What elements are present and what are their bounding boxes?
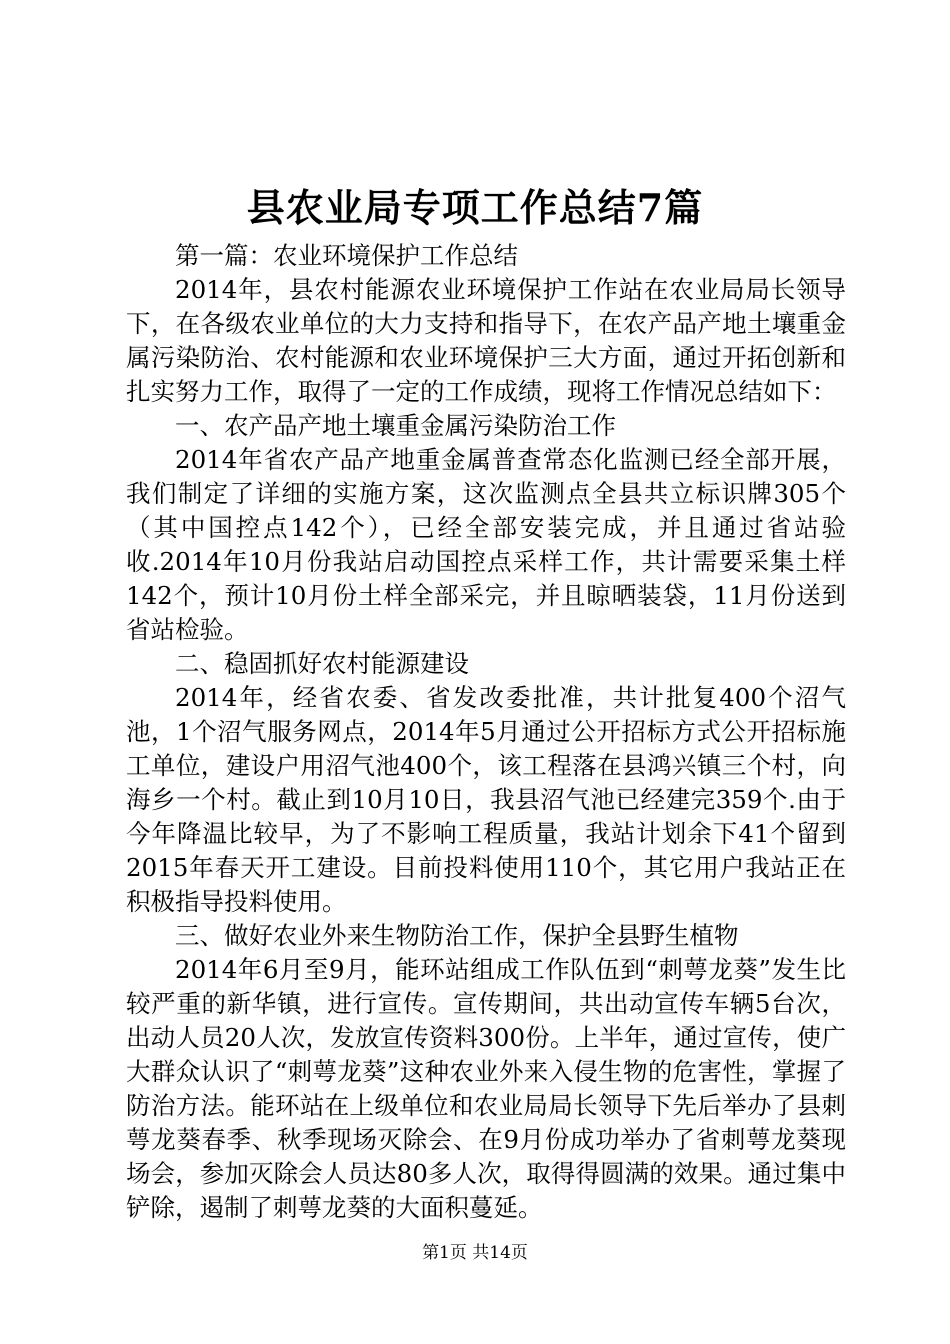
paragraph-invasive: 2014年6月至9月，能环站组成工作队伍到“刺萼龙葵”发生比较严重的新华镇，进行宣传。宣传期间，共出动宣传车辆5台次，出动人员20人次，发放宣传资料300份。上半年，通过宣传，使广大群众认识了“刺萼龙葵”这种农业外来入侵生物的危害性，掌握了防治方法。能环站在上级单位和农业局局长领导下先后举办了县刺萼龙葵春季、秋季现场灭除会、在9月份成功举办了省刺萼龙葵现场会，参加灭除会人员达80多人次，取得得圆满的效果。通过集中铲除，遏制了刺萼龙葵的大面积蔓延。 — [126, 955, 846, 1222]
section-heading-energy: 二、稳固抓好农村能源建设 — [175, 649, 469, 678]
section-heading-soil: 一、农产品产地土壤重金属污染防治工作 — [175, 411, 616, 440]
section-heading-part-one: 第一篇：农业环境保护工作总结 — [175, 241, 518, 270]
paragraph-soil: 2014年省农产品产地重金属普查常态化监测已经全部开展，我们制定了详细的实施方案，这次监测点全县共立标识牌305个（其中国控点142个），已经全部安装完成，并且通过省站验收.2014年10月份我站启动国控点采样工作，共计需要采集土样142个，预计10月份土样全部采完，并且晾晒装袋，11月份送到省站检验。 — [126, 445, 846, 644]
page-number-footer: 第1页 共14页 — [422, 1243, 528, 1263]
section-heading-invasive: 三、做好农业外来生物防治工作，保护全县野生植物 — [175, 921, 739, 950]
document-body — [126, 239, 846, 1225]
paragraph-intro: 2014年，县农村能源农业环境保护工作站在农业局局长领导下，在各级农业单位的大力支持和指导下，在农产品产地土壤重金属污染防治、农村能源和农业环境保护三大方面，通过开拓创新和扎实努力工作，取得了一定的工作成绩，现将工作情况总结如下： — [126, 275, 846, 406]
paragraph-energy: 2014年，经省农委、省发改委批准，共计批复400个沼气池，1个沼气服务网点，2014年5月通过公开招标方式公开招标施工单位，建设户用沼气池400个，该工程落在县鸿兴镇三个村，向海乡一个村。截止到10月10日，我县沼气池已经建完359个.由于今年降温比较早，为了不影响工程质量，我站计划余下41个留到2015年春天开工建设。目前投料使用110个，其它用户我站正在积极指导投料使用。 — [126, 683, 846, 916]
page-title: 县农业局专项工作总结7篇 — [246, 185, 704, 230]
